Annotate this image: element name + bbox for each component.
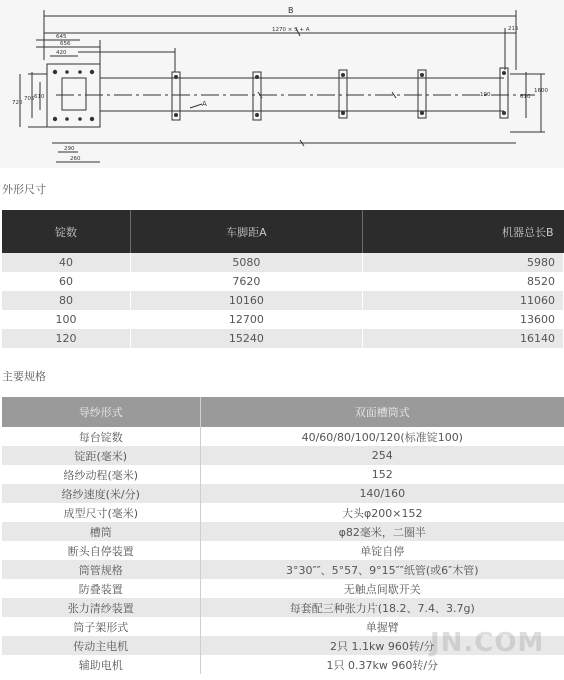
spec-label: 张力清纱装置 <box>2 598 200 617</box>
dim-420-label: 420 <box>56 50 67 56</box>
cell-spindles: 60 <box>2 272 131 291</box>
spec-label: 络纱动程(毫米) <box>2 465 200 484</box>
dim-645-label: 645 <box>56 34 67 40</box>
spec-value: 140/160 <box>200 484 564 503</box>
dim-A-label: A <box>202 100 207 108</box>
table-row <box>2 329 564 348</box>
dim-1600-label: 1600 <box>534 88 548 94</box>
col-header-spindles: 锭数 <box>2 210 131 253</box>
spec-value: 2只 1.1kw 960转/分 <box>200 636 564 655</box>
spec-value: 3°30″″、5°57、9°15″″纸管(或6″木管) <box>200 560 564 579</box>
cell-total-length: 11060 <box>362 291 563 310</box>
table-row <box>2 427 564 446</box>
table-row <box>2 484 564 503</box>
table-row <box>2 446 564 465</box>
spec-value: 1只 0.37kw 960转/分 <box>200 655 564 674</box>
table-row <box>2 541 564 560</box>
specs-header-row <box>2 397 564 427</box>
spec-value: 大头φ200×152 <box>200 503 564 522</box>
section-title-specs: 主要规格 <box>2 370 46 383</box>
table-row <box>2 598 564 617</box>
spec-value: 每套配三种张力片(18.2、7.4、3.7g) <box>200 598 564 617</box>
cell-total-length: 16140 <box>362 329 563 348</box>
spec-label: 防叠装置 <box>2 579 200 598</box>
cell-total-length: 5980 <box>362 253 563 272</box>
spec-label: 锭距(毫米) <box>2 446 200 465</box>
spec-label: 传动主电机 <box>2 636 200 655</box>
cell-foot-distance: 15240 <box>131 329 363 348</box>
table-row <box>2 310 564 329</box>
spec-value: 单锭自停 <box>200 541 564 560</box>
spec-label: 每台锭数 <box>2 427 200 446</box>
spec-header-value: 双面槽筒式 <box>200 397 564 427</box>
dim-656-label: 656 <box>60 41 71 47</box>
spec-label: 槽筒 <box>2 522 200 541</box>
table-row <box>2 560 564 579</box>
cell-foot-distance: 12700 <box>131 310 363 329</box>
cell-spindles: 80 <box>2 291 131 310</box>
spec-label: 筒管规格 <box>2 560 200 579</box>
section-title-outline: 外形尺寸 <box>2 183 46 196</box>
spec-value: 152 <box>200 465 564 484</box>
machine-outline-drawing <box>0 0 564 168</box>
outline-diagram <box>0 0 564 168</box>
dimensions-header-row <box>2 210 564 253</box>
spec-value: 254 <box>200 446 564 465</box>
dim-610-right-label: 610 <box>520 94 531 100</box>
cell-foot-distance: 5080 <box>131 253 363 272</box>
cell-spindles: 120 <box>2 329 131 348</box>
cell-total-length: 13600 <box>362 310 563 329</box>
table-row <box>2 272 564 291</box>
dim-190-label: 190 <box>480 92 491 98</box>
spec-value: 40/60/80/100/120(标准锭100) <box>200 427 564 446</box>
cell-total-length: 8520 <box>362 272 563 291</box>
table-row <box>2 579 564 598</box>
dim-720-label: 720 <box>12 100 23 106</box>
spec-label: 络纱速度(米/分) <box>2 484 200 503</box>
table-row <box>2 522 564 541</box>
table-row <box>2 465 564 484</box>
dim-290-label: 290 <box>64 146 75 152</box>
cell-spindles: 40 <box>2 253 131 272</box>
dim-610-label: 610 <box>34 94 45 100</box>
table-row <box>2 253 564 272</box>
dim-1270xS-label: 1270 × S + A <box>272 27 310 33</box>
spec-label: 断头自停装置 <box>2 541 200 560</box>
dim-B-label: B <box>288 6 294 15</box>
table-row <box>2 291 564 310</box>
spec-value: φ82毫米，二圈半 <box>200 522 564 541</box>
spec-label: 辅助电机 <box>2 655 200 674</box>
table-row <box>2 503 564 522</box>
dimensions-table <box>2 210 564 348</box>
dim-705-label: 705 <box>24 96 35 102</box>
cell-foot-distance: 7620 <box>131 272 363 291</box>
col-header-total-length: 机器总长B <box>362 210 563 253</box>
dim-260-label: 260 <box>70 156 81 162</box>
cell-foot-distance: 10160 <box>131 291 363 310</box>
cell-spindles: 100 <box>2 310 131 329</box>
dim-215-label: 215 <box>508 26 519 32</box>
col-header-foot-distance: 车脚距A <box>131 210 363 253</box>
spec-label: 筒子架形式 <box>2 617 200 636</box>
spec-value: 单握臂 <box>200 617 564 636</box>
watermark: JN.COM <box>430 628 545 658</box>
spec-header-label: 导纱形式 <box>2 397 200 427</box>
spec-label: 成型尺寸(毫米) <box>2 503 200 522</box>
spec-value: 无触点间歇开关 <box>200 579 564 598</box>
